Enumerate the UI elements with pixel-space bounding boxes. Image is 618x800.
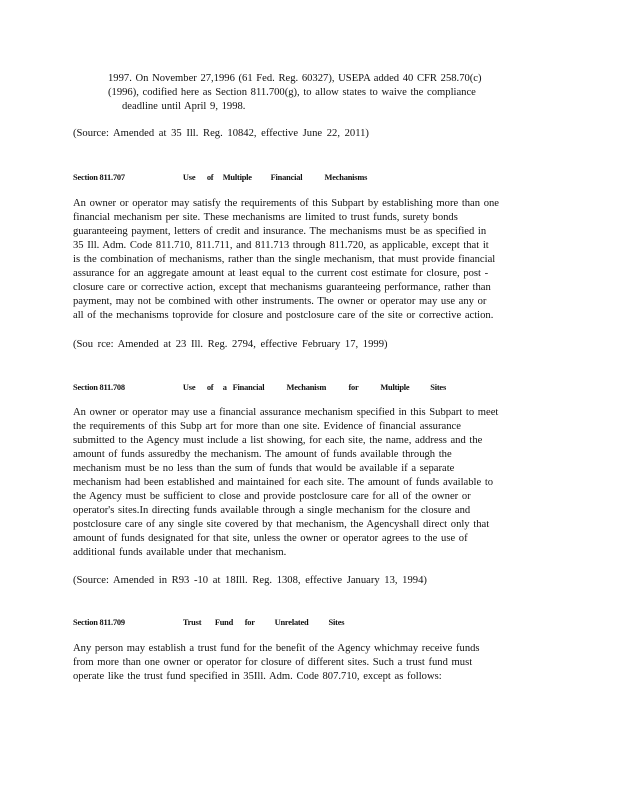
body-line: all of the mechanisms toprovide for closure and postclosure care of the site or corrective action. bbox=[73, 310, 494, 321]
section-811-707-source-note: (Sou rce: Amended at 23 Ill. Reg. 2794, effective February 17, 1999) bbox=[73, 339, 388, 350]
body-line: closure care or corrective action, except that mechanisms guaranteeing performance, rather than bbox=[73, 282, 491, 293]
heading-word: Sites bbox=[328, 618, 345, 627]
heading-word: Financial bbox=[232, 383, 265, 392]
body-line: submitted to the Agency must include a list showing, for each site, the name, address and the bbox=[73, 435, 483, 446]
body-line: guaranteeing payment, letters of credit and insurance. The mechanisms must be as specified in bbox=[73, 226, 487, 237]
body-line: operator's sites.In directing funds available through a single mechanism for the closure and bbox=[73, 505, 471, 516]
body-line: mechanism must be no less than the sum of funds that would be available if a separate bbox=[73, 463, 455, 474]
intro-line: (1996), codified here as Section 811.700(g), to allow states to waive the compliance bbox=[108, 87, 476, 98]
body-line: is the combination of mechanisms, rather than the single mechanism, that must provide financial bbox=[73, 254, 496, 265]
body-line: additional funds available under that mechanism. bbox=[73, 547, 287, 558]
heading-word: Multiple bbox=[222, 173, 252, 182]
section-number: Section 811.708 bbox=[73, 383, 125, 392]
section-heading-811-708 bbox=[73, 383, 446, 392]
heading-word: for bbox=[244, 618, 255, 627]
heading-word: Financial bbox=[270, 173, 303, 182]
intro-source-note: (Source: Amended at 35 Ill. Reg. 10842, effective June 22, 2011) bbox=[73, 128, 369, 139]
heading-word: Use bbox=[182, 173, 196, 182]
section-heading-811-707 bbox=[73, 173, 367, 182]
body-line: financial mechanism per site. These mechanisms are limited to trust funds, surety bonds bbox=[73, 212, 458, 223]
body-line: assurance for an aggregate amount at least equal to the current cost estimate for closure, post - bbox=[73, 268, 489, 279]
body-line: Any person may establish a trust fund for the benefit of the Agency whichmay receive funds bbox=[73, 643, 480, 654]
body-line: mechanism had been established and maintained for each site. The amount of funds available to bbox=[73, 477, 494, 488]
heading-word: Sites bbox=[430, 383, 447, 392]
body-line: amount of funds assuredby the mechanism. The amount of funds available through the bbox=[73, 449, 452, 460]
body-line: postclosure care of any single site covered by that mechanism, the Agencyshall direct only that bbox=[73, 519, 490, 530]
section-heading-811-709 bbox=[73, 618, 344, 627]
heading-word: of bbox=[206, 173, 214, 182]
body-line: payment, may not be combined with other instruments. The owner or operator may use any or bbox=[73, 296, 487, 307]
intro-line: deadline until April 9, 1998. bbox=[122, 101, 246, 112]
intro-line: 1997. On November 27,1996 (61 Fed. Reg. 60327), USEPA added 40 CFR 258.70(c) bbox=[108, 73, 482, 84]
heading-word: for bbox=[348, 383, 359, 392]
heading-word: Mechanisms bbox=[324, 173, 368, 182]
body-line: operate like the trust fund specified in 35Ill. Adm. Code 807.710, except as follows: bbox=[73, 671, 442, 682]
section-number: Section 811.709 bbox=[73, 618, 125, 627]
body-line: 35 Ill. Adm. Code 811.710, 811.711, and 811.713 through 811.720, as applicable, except that it bbox=[73, 240, 489, 251]
section-number: Section 811.707 bbox=[73, 173, 125, 182]
heading-word: Use bbox=[182, 383, 196, 392]
body-line: An owner or operator may use a financial assurance mechanism specified in this Subpart to meet bbox=[73, 407, 499, 418]
body-line: from more than one owner or operator for closure of different sites. Such a trust fund must bbox=[73, 657, 473, 668]
heading-word: a bbox=[222, 383, 227, 392]
heading-word: of bbox=[206, 383, 214, 392]
section-811-708-source-note: (Source: Amended in R93 -10 at 18Ill. Reg. 1308, effective January 13, 1994) bbox=[73, 575, 427, 586]
heading-word: Unrelated bbox=[274, 618, 309, 627]
heading-word: Multiple bbox=[380, 383, 410, 392]
body-line: the requirements of this Subp art for more than one site. Evidence of financial assurance bbox=[73, 421, 461, 432]
body-line: the Agency must be sufficient to close and provide postclosure care for all of the owner or bbox=[73, 491, 471, 502]
heading-word: Mechanism bbox=[286, 383, 327, 392]
body-line: An owner or operator may satisfy the requirements of this Subpart by establishing more than one bbox=[73, 198, 499, 209]
heading-word: Fund bbox=[214, 618, 234, 627]
heading-word: Trust bbox=[182, 618, 202, 627]
body-line: amount of funds designated for that site, unless the owner or operator agrees to the use of bbox=[73, 533, 468, 544]
